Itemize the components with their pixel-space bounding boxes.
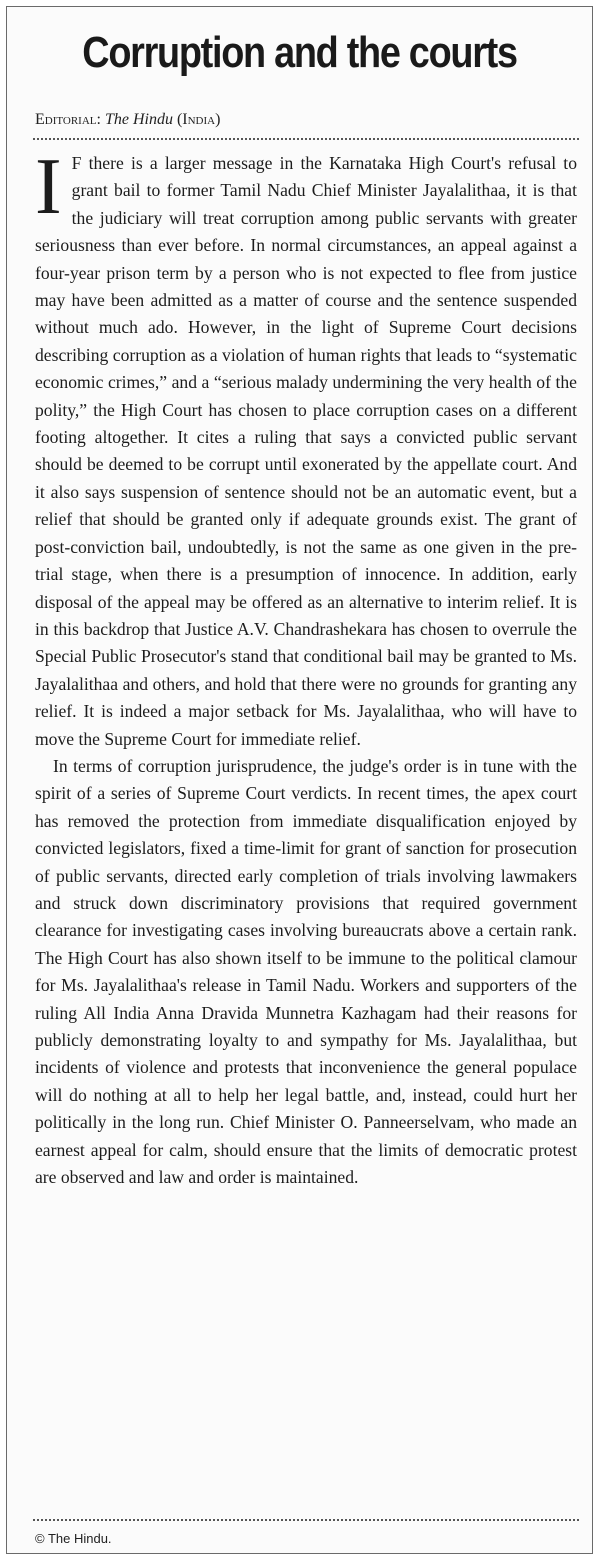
article-body: [35, 143, 577, 1191]
paragraph-2: In terms of corruption jurisprudence, the judge's order is in tune with the spirit of a series of Supreme Court verdicts. In recent times, the apex court has removed the protection from immediate disqualification enjoyed by convicted legislators, fixed a time-limit for grant of sanction for prosecution of public servants, directed early completion of trials involving lawmakers and struck down discriminatory provisions that required government clearance for investigating cases involving bureaucrats above a certain rank. The High Court has also shown itself to be immune to the political clamour for Ms. Jayalalithaa's release in Tamil Nadu. Workers and supporters of the ruling All India Anna Dravida Munnetra Kazhagam had their reasons for publicly demonstrating loyalty to and sympathy for Ms. Jayalalithaa, but incidents of violence and protests that inconvenience the general populace will do nothing at all to help her legal battle, and, instead, could hurt her politically in the long run. Chief Minister O. Panneerselvam, who made an earnest appeal for calm, should ensure that the limits of democratic protest are observed and law and order is maintained.: [35, 755, 577, 1188]
headline: Corruption and the courts: [82, 28, 517, 77]
kicker: [35, 111, 220, 129]
paragraph-1: [35, 143, 577, 753]
copyright-credit: © The Hindu.: [35, 1531, 112, 1546]
drop-cap: I: [35, 143, 62, 231]
kicker-label: Editorial:: [35, 111, 101, 128]
bottom-dotted-divider: [33, 1519, 579, 1521]
editorial-frame: [6, 6, 593, 1554]
top-dotted-divider: [33, 138, 579, 140]
kicker-country: (India): [176, 111, 221, 128]
paragraph-1-text: F there is a larger message in the Karnataka High Court's refusal to grant bail to former Tamil Nadu Chief Minister Jayalalithaa, it is that the judiciary will treat corruption among public servants with greater seriousness than ever before. In normal circumstances, an appeal against a four-year prison term by a person who is not expected to flee from justice may have been admitted as a matter of course and the sentence suspended without much ado. However, in the light of Supreme Court decisions describing corruption as a violation of human rights that leads to “systematic economic crimes,” and a “serious malady undermining the very health of the polity,” the High Court has chosen to place corruption cases on a different footing altogether. It cites a ruling that says a convicted public servant should be deemed to be corrupt until exonerated by the appellate court. And it also says suspension of sentence should not be an automatic event, but a relief that should be granted only if adequate grounds exist. The grant of post-conviction bail, undoubtedly, is not the same as one given in the pre-trial stage, when there is a presumption of innocence. In addition, early disposal of the appeal may be offered as an alternative to interim relief. It is in this backdrop that Justice A.V. Chandrashekara has chosen to overrule the Special Public Prosecutor's stand that conditional bail may be granted to Ms. Jayalalithaa and others, and hold that there were no grounds for granting any relief. It is indeed a major setback for Ms. Jayalalithaa, who will have to move the Supreme Court for immediate relief.: [35, 153, 577, 749]
kicker-publication: The Hindu: [104, 111, 173, 128]
